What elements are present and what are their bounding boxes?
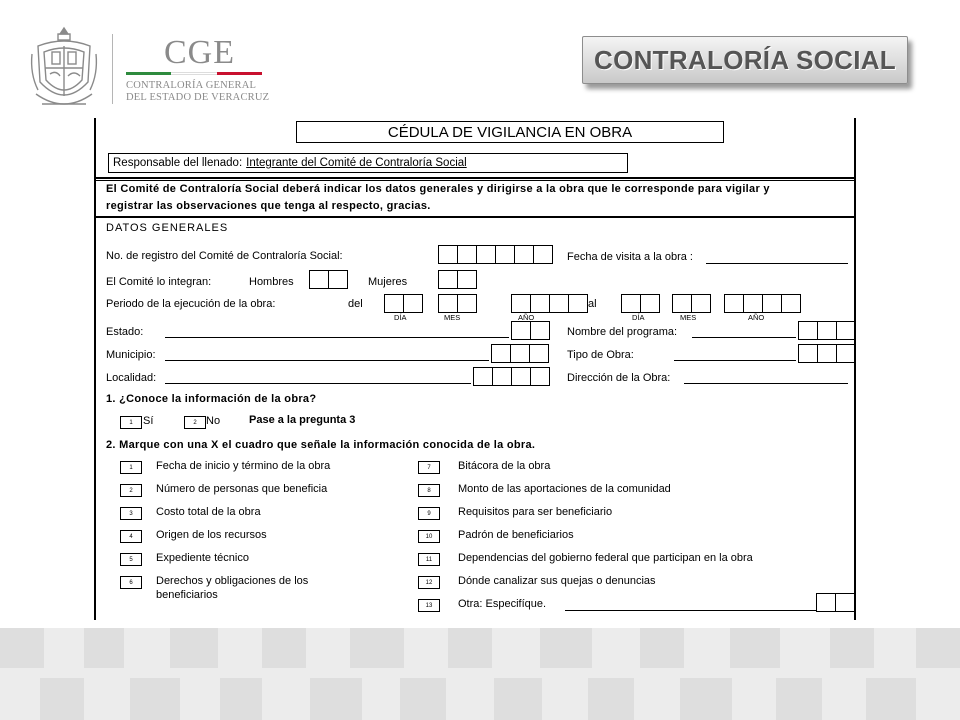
q2-option-4-checkbox[interactable]: 4 [120, 530, 142, 543]
form-border-left [94, 118, 96, 620]
q2-option-13-checkbox[interactable]: 13 [418, 599, 440, 612]
form-divider [94, 216, 856, 218]
header-divider [112, 34, 113, 104]
q2-option-3-checkbox[interactable]: 3 [120, 507, 142, 520]
q1-option-no-checkbox[interactable]: 2 [184, 416, 206, 429]
section-badge: CONTRALORÍA SOCIAL [582, 36, 908, 84]
q2-option-8-checkbox[interactable]: 8 [418, 484, 440, 497]
q2-option-10-checkbox[interactable]: 10 [418, 530, 440, 543]
mes-caption: MES [680, 313, 697, 322]
q2-option-5-label: Expediente técnico [156, 552, 249, 564]
intro-text-line1: El Comité de Contraloría Social deberá indicar los datos generales y dirigirse a la obra que le corresponde para vigilar y [106, 183, 770, 195]
periodo-fin-mes-cells[interactable] [672, 294, 711, 313]
form-divider [94, 180, 856, 181]
direccion-label: Dirección de la Obra: [567, 372, 671, 384]
form-title: CÉDULA DE VIGILANCIA EN OBRA [296, 121, 724, 143]
periodo-inicio-mes-cells[interactable] [438, 294, 477, 313]
anio-caption: AÑO [748, 313, 765, 322]
registro-input-cells[interactable] [438, 245, 553, 264]
tricolor-stripe [126, 72, 262, 75]
mujeres-input-cells[interactable] [438, 270, 477, 289]
q2-option-7-label: Bitácora de la obra [458, 460, 551, 472]
anio-caption: AÑO [518, 313, 535, 322]
responsable-value: Integrante del Comité de Contraloría Social [246, 157, 467, 169]
otra-code-cells[interactable] [816, 593, 855, 612]
q1-option-si-checkbox[interactable]: 1 [120, 416, 142, 429]
q2-option-11-label: Dependencias del gobierno federal que participan en la obra [458, 552, 753, 564]
org-name-line1: CONTRALORÍA GENERAL [126, 80, 257, 91]
form-divider [94, 177, 856, 179]
q2-option-10-label: Padrón de beneficiarios [458, 529, 574, 541]
hombres-input-cells[interactable] [309, 270, 348, 289]
q2-option-4-label: Origen de los recursos [156, 529, 267, 541]
q2-option-12-checkbox[interactable]: 12 [418, 576, 440, 589]
brand-logo-text: CGE [164, 34, 235, 71]
section-heading-datos-generales: DATOS GENERALES [106, 222, 229, 234]
fecha-visita-input-line[interactable] [706, 263, 848, 264]
q2-option-5-checkbox[interactable]: 5 [120, 553, 142, 566]
programa-input-line[interactable] [692, 337, 796, 338]
q2-option-8-label: Monto de las aportaciones de la comunidad [458, 483, 671, 495]
periodo-inicio-dia-cells[interactable] [384, 294, 423, 313]
q2-option-2-checkbox[interactable]: 2 [120, 484, 142, 497]
municipio-label: Municipio: [106, 349, 156, 361]
periodo-fin-anio-cells[interactable] [724, 294, 801, 313]
periodo-inicio-anio-cells[interactable] [511, 294, 588, 313]
direccion-input-line[interactable] [684, 383, 848, 384]
estado-code-cells[interactable] [511, 321, 550, 340]
periodo-label: Periodo de la ejecución de la obra: [106, 298, 276, 310]
q2-option-9-checkbox[interactable]: 9 [418, 507, 440, 520]
q1-skip-note: Pase a la pregunta 3 [249, 414, 356, 426]
dia-caption: DÍA [632, 313, 645, 322]
question-1: 1. ¿Conoce la información de la obra? [106, 393, 317, 405]
q2-option-7-checkbox[interactable]: 7 [418, 461, 440, 474]
municipio-input-line[interactable] [165, 360, 489, 361]
q2-option-1-label: Fecha de inicio y término de la obra [156, 460, 331, 472]
tipo-obra-input-line[interactable] [674, 360, 796, 361]
mujeres-label: Mujeres [368, 276, 408, 288]
estado-input-line[interactable] [165, 337, 509, 338]
intro-text-line2: registrar las observaciones que tenga al respecto, gracias. [106, 200, 431, 212]
periodo-fin-dia-cells[interactable] [621, 294, 660, 313]
q2-option-9-label: Requisitos para ser beneficiario [458, 506, 613, 518]
q2-option-12-label: Dónde canalizar sus quejas o denuncias [458, 575, 656, 587]
municipio-code-cells[interactable] [491, 344, 549, 363]
q2-option-6-label: Derechos y obligaciones de los [156, 575, 309, 587]
q2-option-6-label-line2: beneficiarios [156, 589, 218, 601]
question-2: 2. Marque con una X el cuadro que señale la información conocida de la obra. [106, 439, 536, 451]
fecha-visita-label: Fecha de visita a la obra : [567, 251, 693, 263]
registro-label: No. de registro del Comité de Contraloría Social: [106, 250, 343, 262]
dia-caption: DÍA [394, 313, 407, 322]
decorative-footer-band [0, 628, 960, 720]
responsable-label: Responsable del llenado: [113, 157, 243, 169]
q2-option-6-checkbox[interactable]: 6 [120, 576, 142, 589]
q1-option-si-label: Sí [143, 415, 154, 427]
hombres-label: Hombres [249, 276, 294, 288]
tipo-obra-code-cells[interactable] [798, 344, 856, 363]
q2-option-1-checkbox[interactable]: 1 [120, 461, 142, 474]
estado-label: Estado: [106, 326, 144, 338]
mes-caption: MES [444, 313, 461, 322]
form-border-right [854, 118, 856, 620]
responsable-field [108, 153, 628, 173]
q2-option-2-label: Número de personas que beneficia [156, 483, 328, 495]
otra-especifique-input-line[interactable] [565, 610, 816, 611]
periodo-del-label: del [348, 298, 363, 310]
org-name-line2: DEL ESTADO DE VERACRUZ [126, 92, 270, 103]
programa-code-cells[interactable] [798, 321, 856, 340]
tipo-obra-label: Tipo de Obra: [567, 349, 634, 361]
q2-option-13-label: Otra: Especifíque. [458, 598, 547, 610]
q2-option-3-label: Costo total de la obra [156, 506, 261, 518]
localidad-code-cells[interactable] [473, 367, 550, 386]
q2-option-11-checkbox[interactable]: 11 [418, 553, 440, 566]
veracruz-coat-of-arms-icon [28, 24, 100, 116]
programa-label: Nombre del programa: [567, 326, 678, 338]
q1-option-no-label: No [206, 415, 221, 427]
localidad-input-line[interactable] [165, 383, 471, 384]
periodo-al-label: al [588, 298, 597, 310]
integran-label: El Comité lo integran: [106, 276, 212, 288]
localidad-label: Localidad: [106, 372, 157, 384]
